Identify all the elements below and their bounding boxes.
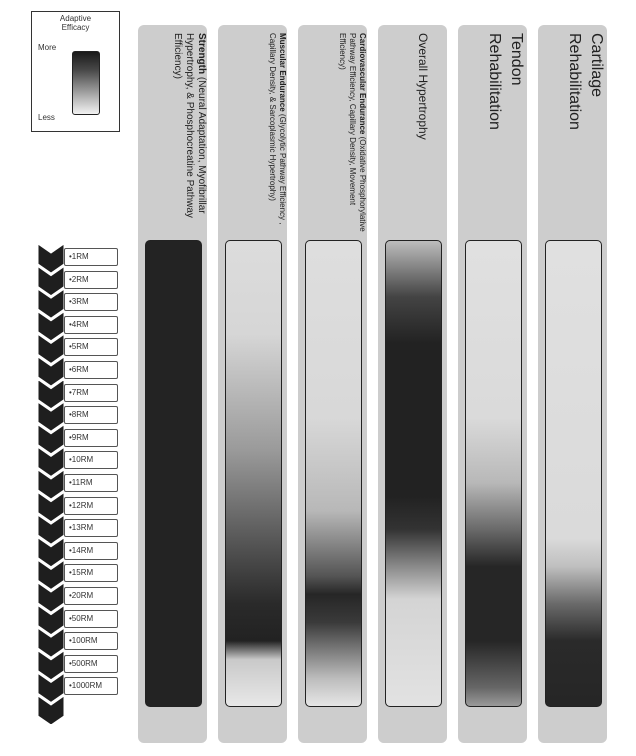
legend-title xyxy=(32,14,119,32)
column-title: Cardiovascular Endurance xyxy=(358,33,367,135)
column-header xyxy=(378,25,447,235)
legend-more-label: More xyxy=(38,43,57,52)
rm-scale-item: •1RM xyxy=(64,248,118,266)
efficacy-gradient-bar xyxy=(225,240,282,707)
efficacy-gradient-bar xyxy=(545,240,602,707)
rm-scale-item: •7RM xyxy=(64,384,118,402)
adaptive-efficacy-legend xyxy=(31,11,120,132)
rm-scale-item: •14RM xyxy=(64,542,118,560)
column-header xyxy=(218,25,287,235)
column-header xyxy=(538,25,607,235)
rm-scale-item: •11RM xyxy=(64,474,118,492)
column-header xyxy=(138,25,207,235)
column-cardiovascular-endurance xyxy=(298,25,367,743)
column-label xyxy=(563,33,607,213)
column-muscular-endurance xyxy=(218,25,287,743)
column-strength xyxy=(138,25,207,743)
legend-less-label: Less xyxy=(38,113,55,122)
column-desc: (Glycolytic Pathway Efficiency , Capillary Density, & Sarcoplasmic Hypertrophy) xyxy=(268,33,287,225)
rm-scale-item: •12RM xyxy=(64,497,118,515)
rm-scale-item: •8RM xyxy=(64,406,118,424)
column-desc: (Oxidative Phosphorylative Pathway Efficiency, Capillary Density, Movement Efficiency) xyxy=(338,33,367,232)
chevron-down-icon xyxy=(38,244,64,273)
column-label xyxy=(337,33,367,233)
rm-scale-item: •9RM xyxy=(64,429,118,447)
column-title: Muscular Endurance xyxy=(278,33,287,112)
column-label xyxy=(416,33,430,233)
rm-scale-item: •5RM xyxy=(64,338,118,356)
efficacy-gradient-bar xyxy=(465,240,522,707)
legend-gradient-bar xyxy=(72,51,100,115)
efficacy-gradient-bar xyxy=(305,240,362,707)
rm-scale-item: •20RM xyxy=(64,587,118,605)
rm-scale-item: •1000RM xyxy=(64,677,118,695)
rm-scale-item: •500RM xyxy=(64,655,118,673)
efficacy-gradient-bar xyxy=(145,240,202,707)
column-title: Strength xyxy=(196,33,207,75)
column-header xyxy=(458,25,527,235)
rm-scale-item: •50RM xyxy=(64,610,118,628)
column-label xyxy=(267,33,287,233)
column-tendon-rehabilitation xyxy=(458,25,527,743)
legend-title-line1: Adaptive xyxy=(59,14,92,23)
rm-scale-item: •6RM xyxy=(64,361,118,379)
rm-scale-item: •15RM xyxy=(64,564,118,582)
rm-scale-item: •100RM xyxy=(64,632,118,650)
column-desc: Tendon Rehabilitation xyxy=(486,33,525,130)
column-desc: Overall Hypertrophy xyxy=(416,33,430,140)
rm-scale-item: •4RM xyxy=(64,316,118,334)
legend-title-line2: Efficacy xyxy=(61,23,90,32)
column-desc: (Neural Adaptation, Myofibrillar Hypertrophy, & Phosphocreatine Pathway Efficiency) xyxy=(172,33,207,218)
column-desc: Cartilage Rehabilitation xyxy=(566,33,605,130)
chevron-arrow-stack xyxy=(36,244,66,724)
column-overall-hypertrophy xyxy=(378,25,447,743)
rm-scale-item: •10RM xyxy=(64,451,118,469)
efficacy-gradient-bar xyxy=(385,240,442,707)
rm-scale-item: •13RM xyxy=(64,519,118,537)
rm-scale-item: •3RM xyxy=(64,293,118,311)
column-cartilage-rehabilitation xyxy=(538,25,607,743)
column-label xyxy=(483,33,527,213)
rm-scale-item: •2RM xyxy=(64,271,118,289)
column-label xyxy=(171,33,207,233)
column-header xyxy=(298,25,367,235)
